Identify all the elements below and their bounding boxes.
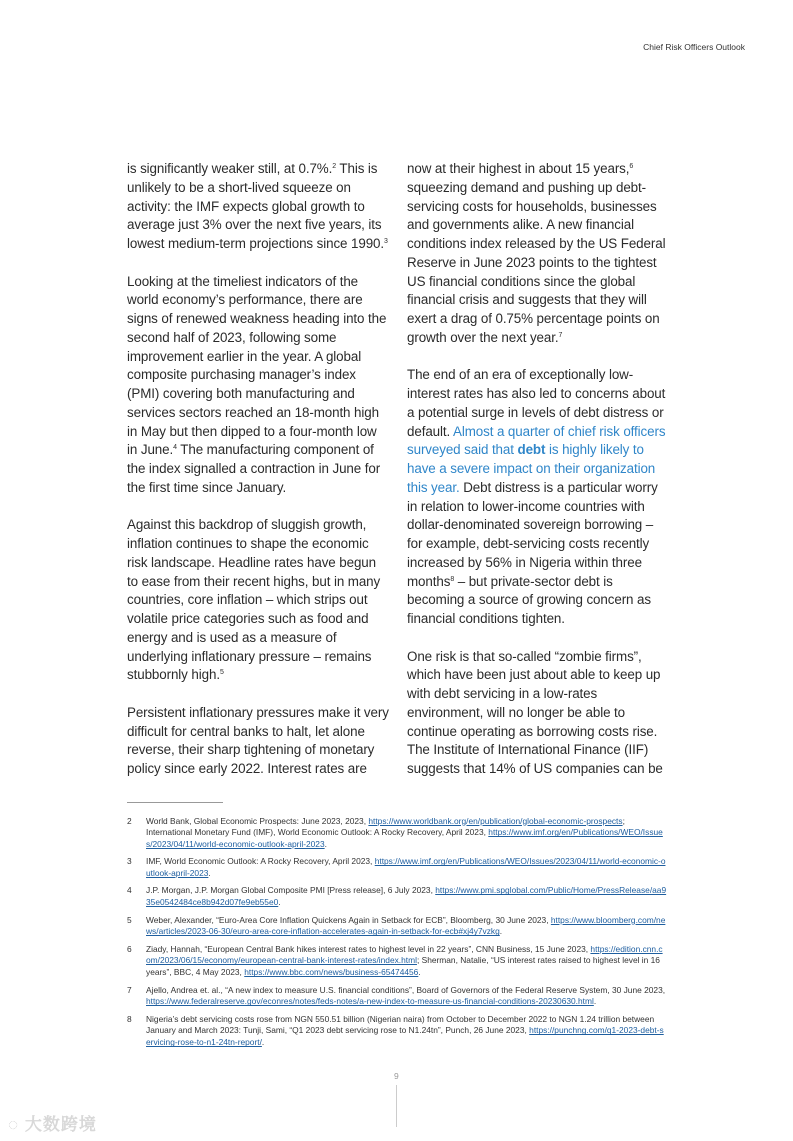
text: . bbox=[261, 1037, 265, 1048]
text: Almost a quarter of chief risk officers surveyed said that bbox=[407, 423, 666, 458]
paragraph bbox=[407, 648, 667, 779]
footnote-number: 3 bbox=[127, 856, 132, 867]
page-footer bbox=[127, 1071, 667, 1141]
text: . bbox=[418, 967, 421, 978]
text: Looking at the timeliest indicators of the world economy’s performance, there are signs of renewed weakness heading into the second half of 2023, following some improvement earlier in the year. A global composite purchasing manager’s index (PMI) covering both manufacturing and services sectors reached an 18-month high in May but then dipped to a four-month low in June. bbox=[127, 273, 387, 458]
footnote-ref[interactable]: 8 bbox=[450, 575, 455, 583]
text: Persistent inflationary pressures make it very difficult for central banks to halt, let alone reverse, their sharp tightening of monetary policy since early 2022. Interest rates are bbox=[127, 704, 389, 776]
text: ; International Monetary Fund (IMF), World Economic Outlook: A Rocky Recovery, April 2023, bbox=[146, 815, 625, 838]
text: Weber, Alexander, “Euro-Area Core Inflation Quickens Again in Setback for ECB”, Bloomberg, 30 June 2023, bbox=[146, 914, 551, 925]
text: . bbox=[593, 996, 597, 1007]
footnote-ref[interactable]: 3 bbox=[384, 238, 388, 245]
text: IMF, World Economic Outlook: A Rocky Recovery, April 2023, bbox=[146, 856, 375, 867]
running-header: Chief Risk Officers Outlook bbox=[643, 42, 745, 52]
footnote-divider bbox=[127, 802, 223, 803]
text: One risk is that so-called “zombie firms”, which have been just about able to keep up with debt servicing in a low-rates environment, will no longer be able to continue operating as borrowing costs rise. The Institute of International Finance (IIF) suggests that 14% of US companies can be bbox=[407, 648, 663, 776]
text: This is unlikely to be a short-lived squeeze on activity: the IMF expects global growth to average just 3% over the next five years, its lowest medium-term projections since 1990. bbox=[127, 161, 385, 251]
text: is highly likely to have a severe impact on their organization this year. bbox=[407, 442, 656, 495]
footnote-number: 4 bbox=[127, 885, 132, 896]
watermark-logo: ◌ 大数跨境 bbox=[8, 1115, 97, 1135]
footnote-link[interactable]: https://www.imf.org/en/Publications/WEO/Issues/2023/04/11/world-economic-outlook-april-2023 bbox=[146, 827, 663, 850]
text: J.P. Morgan, J.P. Morgan Global Composite PMI [Press release], 6 July 2023, bbox=[146, 885, 436, 896]
footnote-link[interactable]: https://punchng.com/q1-2023-debt-servicing-rose-to-n1-24tn-report/ bbox=[146, 1025, 664, 1048]
footnote-text bbox=[146, 1014, 667, 1049]
text: – but private-sector debt is becoming a source of growing concern as financial conditions tighten. bbox=[407, 573, 651, 626]
footnote-link[interactable]: https://www.imf.org/en/Publications/WEO/Issues/2023/04/11/world-economic-outlook-april-2023 bbox=[146, 856, 666, 879]
page-number: 9 bbox=[394, 1071, 399, 1082]
left-column bbox=[127, 160, 389, 798]
footnote-number: 2 bbox=[127, 815, 132, 826]
footnote bbox=[127, 1014, 667, 1049]
footnote-text bbox=[146, 985, 667, 1009]
paragraph bbox=[127, 273, 389, 498]
text: . bbox=[499, 926, 503, 937]
text: The manufacturing component of the index signalled a contraction in June for the first time since January. bbox=[127, 442, 381, 495]
footnote-link[interactable]: https://www.pmi.spglobal.com/Public/Home/PressRelease/aa935e0542484ce8b942d07fe9eb55e0 bbox=[146, 885, 667, 908]
footnote-ref[interactable]: 6 bbox=[629, 163, 634, 170]
footnote-number: 6 bbox=[127, 943, 132, 954]
right-column bbox=[407, 160, 667, 798]
text: now at their highest in about 15 years, bbox=[407, 161, 630, 176]
paragraph bbox=[407, 366, 667, 629]
paragraph bbox=[127, 516, 389, 685]
footnote-number: 7 bbox=[127, 984, 132, 995]
footnote-ref[interactable]: 2 bbox=[332, 163, 337, 170]
footnote-link[interactable]: https://www.bloomberg.com/news/articles/2023-06-30/euro-area-core-inflation-accelerates-again-in-setback-for-ecb#xj4y7vzkg bbox=[146, 914, 666, 937]
text: ; Sherman, Natalie, “US interest rates raised to highest level in 16 years”, BBC, 4 May 2023, bbox=[146, 955, 660, 978]
text: Ziady, Hannah, “European Central Bank hikes interest rates to highest level in 22 years”, CNN Business, 15 June 2023, bbox=[146, 943, 591, 954]
text: Debt distress is a particular worry in relation to lower-income countries with dollar-denominated sovereign borrowing – for example, debt-servicing costs recently increased by 56% in Nigeria within three months bbox=[407, 479, 658, 589]
text: . bbox=[278, 897, 281, 908]
text: squeezing demand and pushing up debt-servicing costs for households, businesses and governments alike. A new financial conditions index released by the US Federal Reserve in June 2023 points to the tightest US financial conditions since the global financial crisis and suggests that they will exert a drag of 0.75% percentage points on growth over the next year. bbox=[407, 179, 666, 345]
footnote-number: 8 bbox=[127, 1013, 132, 1024]
divider bbox=[396, 1085, 397, 1127]
footnote bbox=[127, 944, 667, 979]
footnote-link[interactable]: https://www.worldbank.org/en/publication/global-economic-prospects bbox=[368, 815, 623, 826]
footnote-text bbox=[146, 915, 667, 939]
footnote bbox=[127, 985, 667, 1009]
footnote-ref[interactable]: 4 bbox=[173, 444, 177, 452]
text: Ajello, Andrea et. al., “A new index to measure U.S. financial conditions”, Board of Governors of the Federal Reserve System, 30 June 2023, bbox=[146, 984, 666, 995]
bold-keyword: debt bbox=[517, 442, 546, 458]
footnote-link[interactable]: https://www.bbc.com/news/business-65474456 bbox=[244, 967, 419, 978]
footnote-ref[interactable]: 5 bbox=[219, 669, 224, 677]
footnotes bbox=[127, 816, 667, 1050]
text: Nigeria’s debt servicing costs rose from NGN 550.51 billion (Nigerian naira) from October to December 2022 to NGN 1.24 trillion between January and March 2023: Tunji, Sami, “Q1 2023 debt servicing rose to N1.24tn”, Punch, 26 June 2023, bbox=[146, 1013, 655, 1036]
footnote bbox=[127, 856, 667, 880]
text: is significantly weaker still, at 0.7%. bbox=[127, 161, 333, 176]
text: The end of an era of exceptionally low-interest rates has also led to concerns about a potential surge in levels of debt distress or default. bbox=[407, 367, 666, 439]
footnote-ref[interactable]: 7 bbox=[558, 331, 563, 339]
footnote-text bbox=[146, 816, 667, 851]
footnote-text bbox=[146, 856, 667, 880]
paragraph bbox=[407, 160, 667, 348]
footnote-link[interactable]: https://edition.cnn.com/2023/06/15/economy/european-central-bank-interest-rates/index.html bbox=[146, 943, 663, 966]
text: . bbox=[208, 868, 211, 879]
footnote-text bbox=[146, 885, 667, 909]
paragraph bbox=[127, 160, 389, 254]
text: Against this backdrop of sluggish growth, inflation continues to shape the economic risk landscape. Headline rates have begun to ease from their recent highs, but in many countries, core inflation – which strips out volatile price categories such as food and energy and is used as a measure of underlying inflationary pressure – remains stubbornly high. bbox=[127, 517, 381, 683]
footnote bbox=[127, 816, 667, 851]
text-columns bbox=[127, 160, 667, 798]
text: . bbox=[324, 839, 327, 850]
footnote-link[interactable]: https://www.federalreserve.gov/econres/notes/feds-notes/a-new-index-to-measure-us-financial-conditions-20230630.html bbox=[146, 996, 594, 1007]
footnote-number: 5 bbox=[127, 914, 132, 925]
footnote bbox=[127, 915, 667, 939]
footnote-text bbox=[146, 944, 667, 979]
paragraph bbox=[127, 704, 389, 779]
text: World Bank, Global Economic Prospects: June 2023, 2023, bbox=[146, 815, 369, 826]
footnote bbox=[127, 885, 667, 909]
